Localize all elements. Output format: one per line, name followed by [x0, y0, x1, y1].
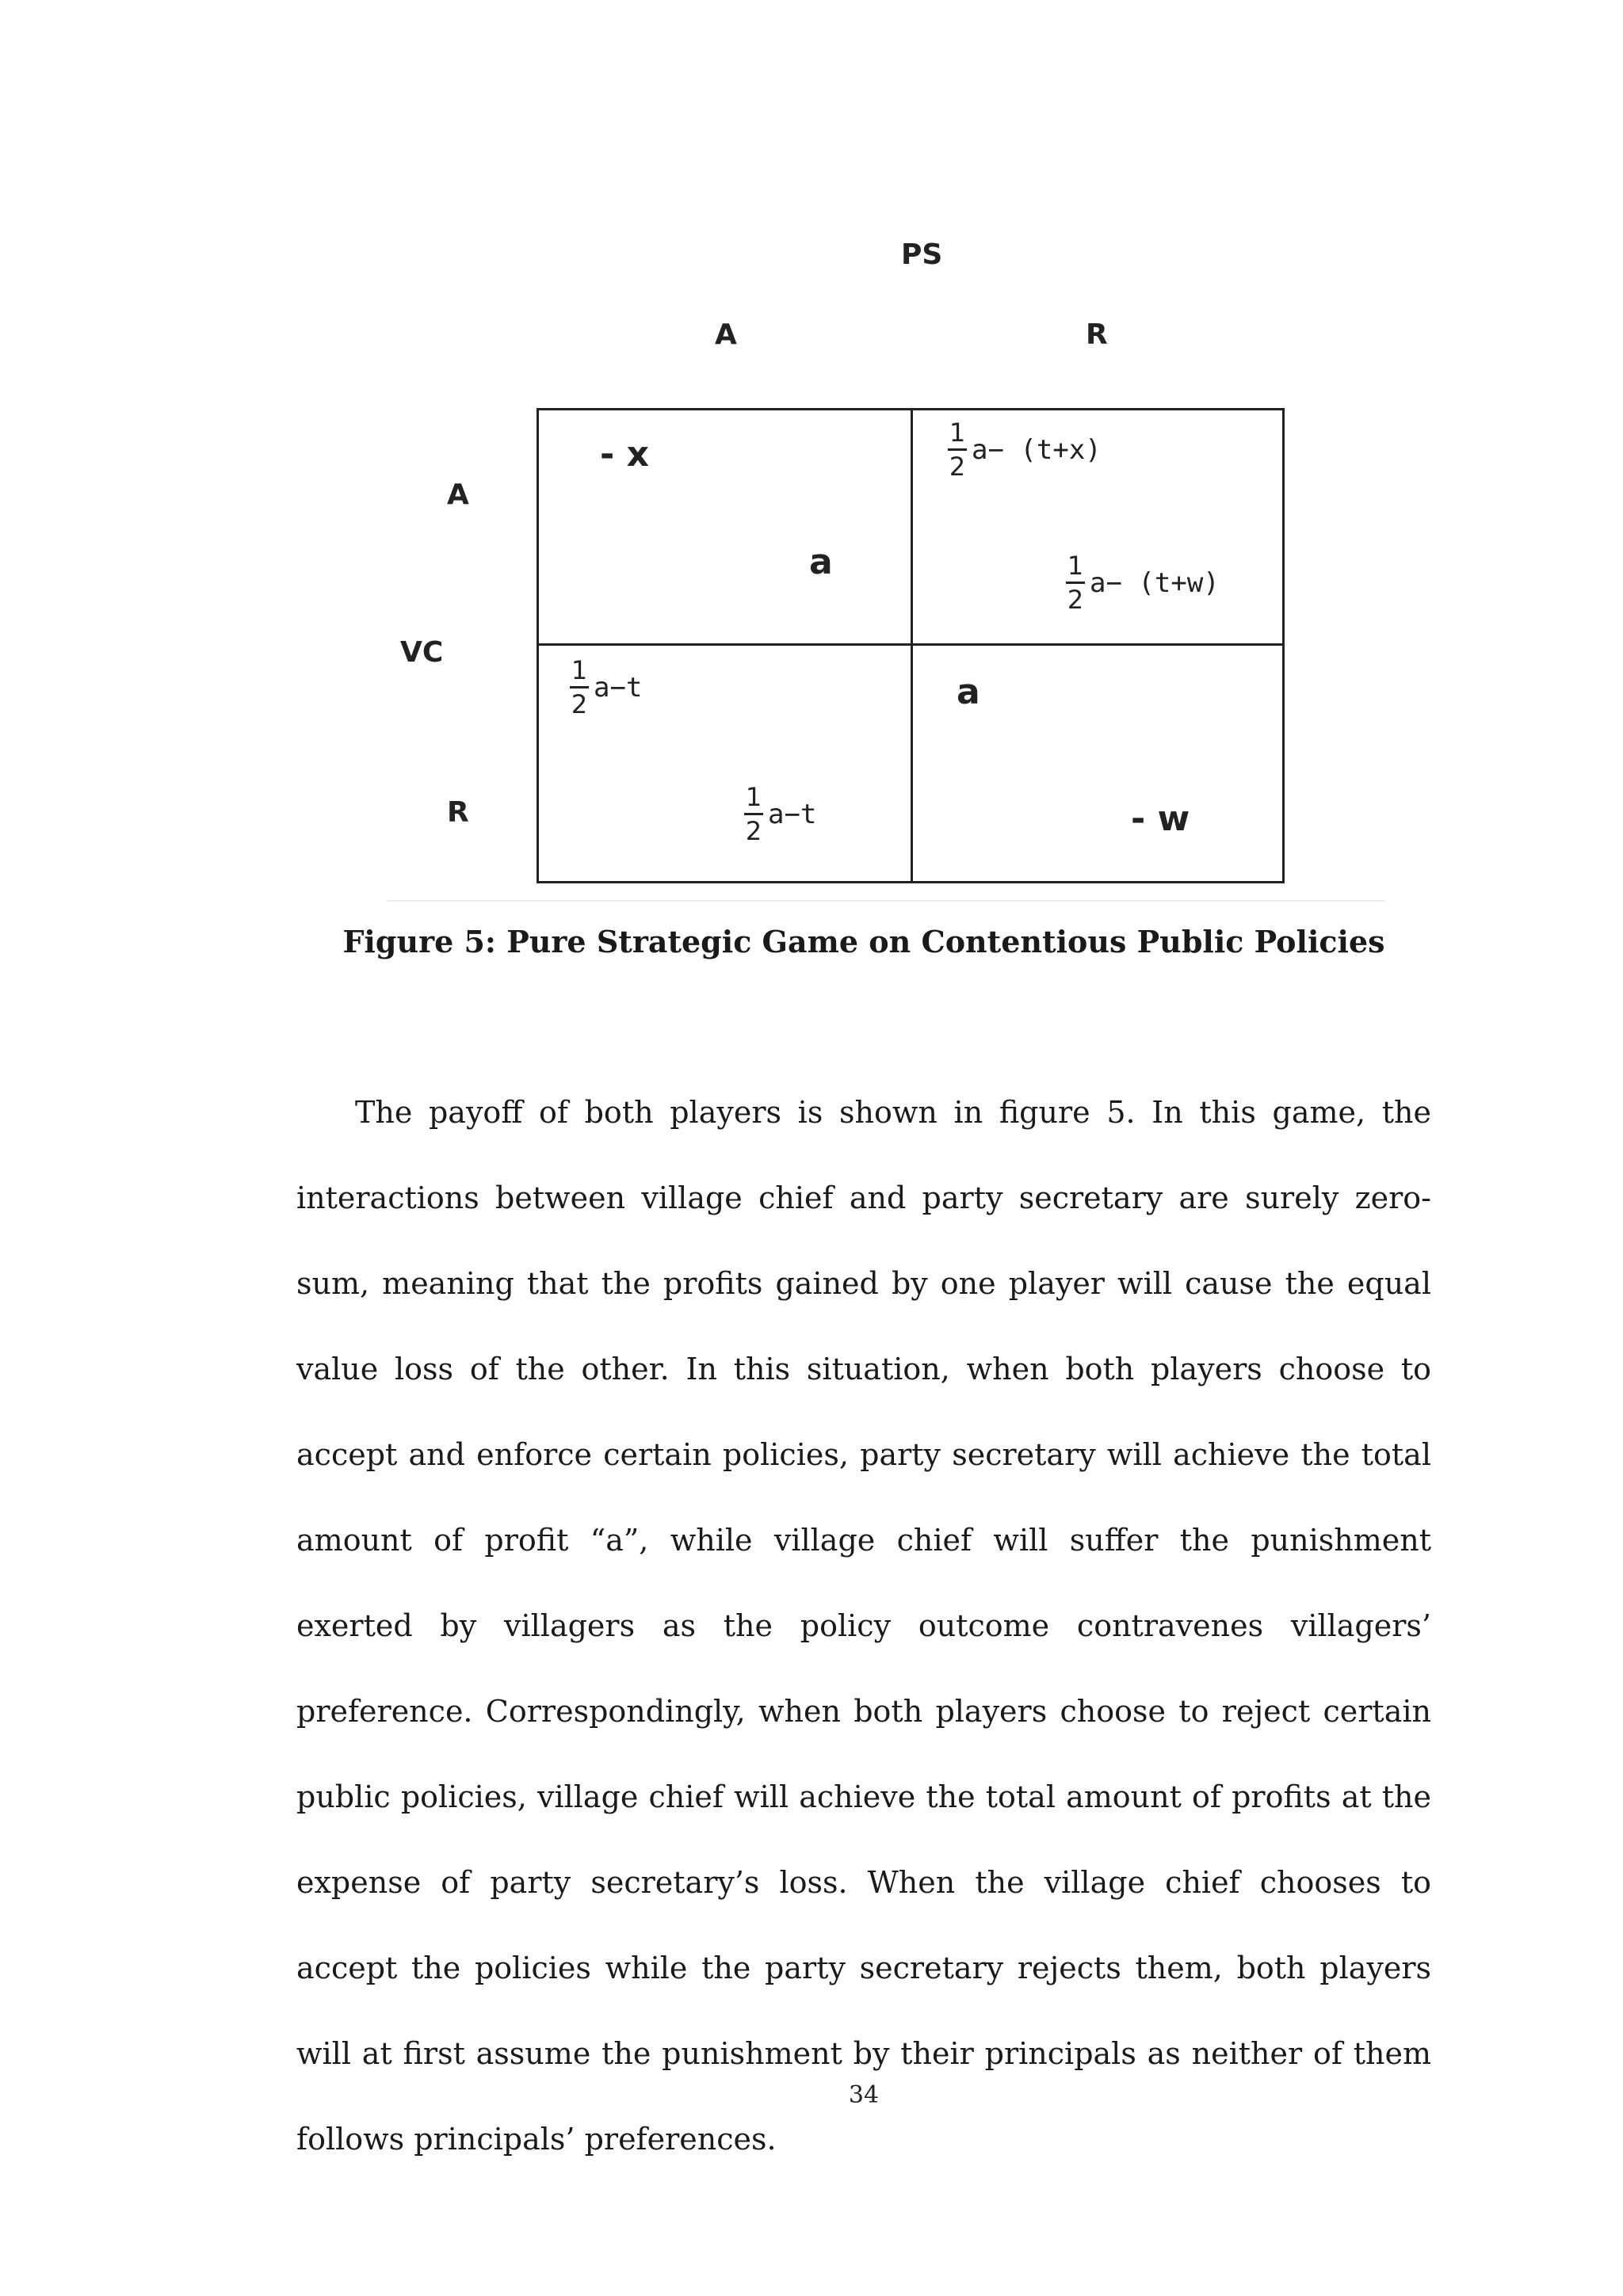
- expression-text: a−t: [768, 798, 817, 830]
- row-strategy-r: R: [447, 796, 469, 829]
- column-player-label: PS: [901, 238, 943, 271]
- page-number: 34: [848, 2081, 880, 2109]
- payoff-ra-vc: [570, 655, 643, 719]
- fraction: [570, 655, 589, 719]
- payoff-ar-vc: [948, 418, 1102, 482]
- column-strategy-a: A: [715, 318, 737, 351]
- payoff-aa-ps: a: [809, 542, 833, 582]
- fraction-denominator: 2: [1067, 585, 1084, 615]
- fraction: [744, 784, 763, 844]
- expression-text: a−t: [594, 671, 643, 704]
- fraction: [1066, 551, 1085, 615]
- fraction-denominator: 2: [745, 816, 762, 846]
- row-player-label: VC: [400, 636, 444, 669]
- fraction-bar: [570, 686, 589, 688]
- matrix-horizontal-divider: [537, 643, 1285, 646]
- fraction-numerator: 1: [745, 782, 762, 812]
- payoff-ar-ps: [1066, 551, 1220, 615]
- fraction-bar: [744, 813, 763, 815]
- fraction-bar: [1066, 582, 1085, 584]
- payoff-rr-ps: - w: [1131, 799, 1190, 839]
- fraction-denominator: 2: [571, 689, 588, 719]
- expression-text: a− (t+w): [1090, 566, 1220, 599]
- fraction: [948, 418, 967, 482]
- figure-separator: [387, 900, 1385, 902]
- fraction-numerator: 1: [1067, 551, 1084, 581]
- fraction-numerator: 1: [949, 418, 966, 448]
- payoff-aa-vc: - x: [600, 434, 649, 475]
- body-paragraph: The payoff of both players is shown in figure 5. In this game, the interactions between village chief and party secretary are surely zero-sum, meaning that the profits gained by one player will cause the equal value loss of the other. In this situation, when both players choose to accept and enforce certain policies, party secretary will achieve the total amount of profit “a”, while village chief will suffer the punishment exerted by villagers as the policy outcome contravenes villagers’ preference. Correspondingly, when both players choose to reject certain public policies, village chief will achieve the total amount of profits at the expense of party secretary’s loss. When the village chief chooses to accept the policies while the party secretary rejects them, both players will at first assume the punishment by their principals as neither of them follows principals’ preferences.: [296, 1095, 1431, 2157]
- figure-caption: Figure 5: Pure Strategic Game on Contentious Public Policies: [342, 924, 1385, 959]
- fraction-numerator: 1: [571, 655, 588, 685]
- payoff-rr-vc: a: [957, 672, 980, 712]
- column-strategy-r: R: [1086, 318, 1108, 351]
- matrix-vertical-divider: [911, 408, 913, 883]
- fraction-denominator: 2: [949, 452, 966, 482]
- payoff-ra-ps: [744, 784, 816, 844]
- expression-text: a− (t+x): [972, 433, 1102, 466]
- row-strategy-a: A: [447, 479, 469, 511]
- fraction-bar: [948, 448, 967, 451]
